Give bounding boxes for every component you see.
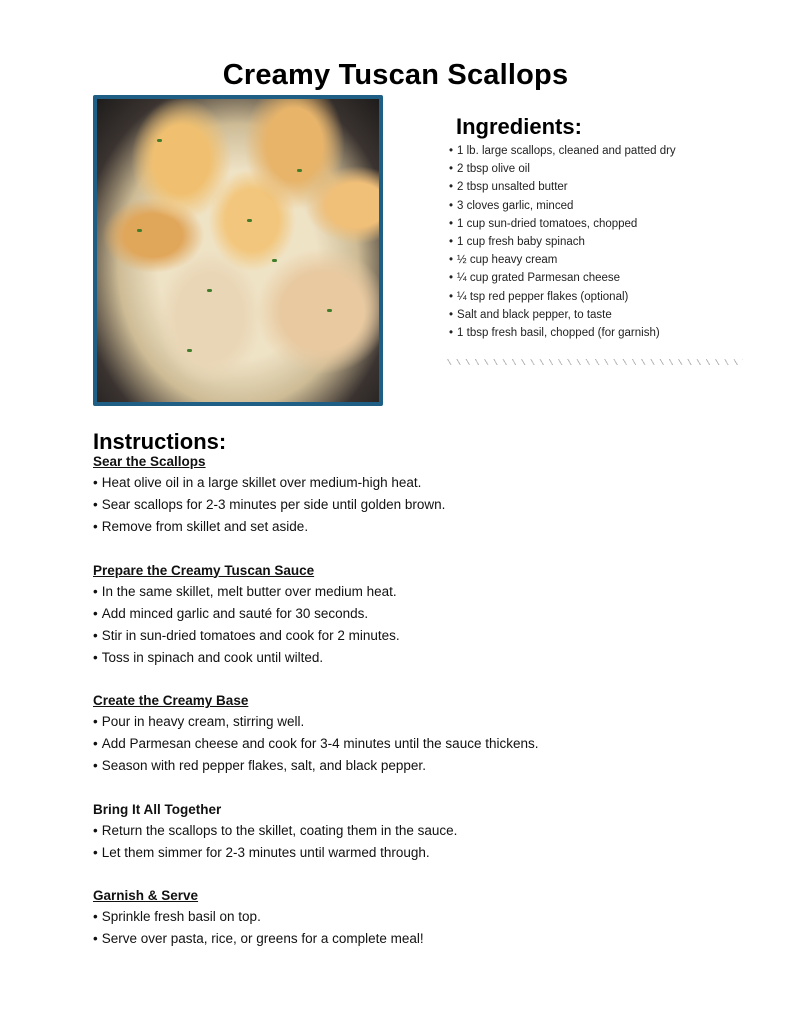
herb-garnish-icon [272, 259, 277, 262]
ingredient-item [449, 306, 676, 324]
instruction-section [93, 886, 753, 950]
instructions-heading: Instructions: [93, 429, 227, 455]
step-item [93, 603, 753, 625]
step-text: Season with red pepper flakes, salt, and black pepper. [101, 758, 426, 773]
ingredients-list [449, 142, 676, 342]
step-item [93, 842, 753, 864]
section-heading: Create the Creamy Base [93, 693, 249, 708]
step-text: In the same skillet, melt butter over medium heat. [101, 583, 397, 599]
step-text: Let them simmer for 2-3 minutes until warmed through. [101, 844, 430, 860]
step-item [93, 581, 753, 603]
step-text: Add minced garlic and sauté for 30 seconds. [101, 605, 369, 621]
step-text: Stir in sun-dried tomatoes and cook for 2 minutes. [101, 627, 400, 643]
section-heading: Garnish & Serve [93, 888, 199, 903]
step-item [93, 647, 753, 669]
ingredient-text: ¼ cup grated Parmesan cheese [457, 272, 621, 285]
step-item [93, 733, 753, 755]
ingredient-text: 1 lb. large scallops, cleaned and patted dry [457, 145, 676, 157]
instruction-section [93, 800, 753, 864]
bullet-icon: • [93, 583, 98, 599]
decorative-divider [447, 359, 743, 365]
bullet-icon: • [93, 931, 98, 946]
step-item [93, 494, 753, 516]
ingredient-item [449, 215, 676, 233]
step-item [93, 711, 753, 733]
ingredient-text: 3 cloves garlic, minced [457, 199, 574, 212]
step-item [93, 906, 753, 928]
bullet-icon: • [93, 497, 98, 512]
instruction-section [93, 691, 753, 777]
step-item [93, 516, 753, 538]
step-item [93, 472, 753, 494]
bullet-icon: • [93, 519, 98, 534]
herb-garnish-icon [207, 289, 212, 292]
bullet-icon: • [449, 181, 454, 194]
bullet-icon: • [93, 844, 98, 860]
ingredient-item [449, 160, 676, 178]
step-list [93, 711, 753, 777]
ingredient-item [449, 251, 676, 269]
herb-garnish-icon [137, 229, 142, 232]
ingredient-text: 2 tbsp olive oil [457, 163, 530, 176]
step-item [93, 820, 753, 842]
step-item [93, 928, 753, 950]
bullet-icon: • [93, 475, 98, 490]
bullet-icon: • [93, 758, 98, 773]
ingredient-item [449, 324, 676, 342]
ingredient-item [449, 178, 676, 196]
ingredient-item [449, 288, 676, 306]
ingredient-text: 1 cup fresh baby spinach [457, 235, 585, 248]
bullet-icon: • [449, 199, 454, 212]
step-text: Sear scallops for 2-3 minutes per side until golden brown. [101, 497, 446, 512]
step-text: Remove from skillet and set aside. [101, 519, 309, 534]
step-text: Pour in heavy cream, stirring well. [101, 714, 305, 729]
step-list [93, 581, 753, 669]
ingredient-text: ¼ tsp red pepper flakes (optional) [457, 290, 629, 303]
instruction-section [93, 452, 753, 538]
step-text: Sprinkle fresh basil on top. [101, 909, 261, 924]
step-item [93, 755, 753, 777]
herb-garnish-icon [297, 169, 302, 172]
ingredient-text: 1 cup sun-dried tomatoes, chopped [457, 217, 638, 230]
bullet-icon: • [449, 235, 454, 248]
step-text: Serve over pasta, rice, or greens for a complete meal! [101, 931, 424, 946]
herb-garnish-icon [187, 349, 192, 352]
ingredients-heading: Ingredients: [456, 114, 582, 140]
step-text: Return the scallops to the skillet, coating them in the sauce. [101, 822, 458, 838]
step-list [93, 906, 753, 950]
ingredient-item [449, 269, 676, 287]
step-list [93, 472, 753, 538]
bullet-icon: • [93, 649, 98, 665]
bullet-icon: • [93, 909, 98, 924]
bullet-icon: • [449, 217, 454, 230]
bullet-icon: • [449, 308, 454, 321]
herb-garnish-icon [157, 139, 162, 142]
bullet-icon: • [449, 254, 454, 267]
step-item [93, 625, 753, 647]
ingredient-item [449, 142, 676, 160]
bullet-icon: • [449, 272, 454, 285]
ingredient-text: Salt and black pepper, to taste [457, 308, 612, 321]
bullet-icon: • [449, 145, 454, 157]
section-heading: Prepare the Creamy Tuscan Sauce [93, 562, 315, 578]
step-text: Toss in spinach and cook until wilted. [101, 649, 324, 665]
recipe-photo [93, 95, 383, 406]
bullet-icon: • [93, 714, 98, 729]
ingredient-text: ½ cup heavy cream [457, 254, 558, 267]
ingredient-item [449, 197, 676, 215]
step-text: Add Parmesan cheese and cook for 3-4 minutes until the sauce thickens. [101, 736, 539, 751]
bullet-icon: • [93, 605, 98, 621]
bullet-icon: • [449, 163, 454, 176]
bullet-icon: • [93, 627, 98, 643]
bullet-icon: • [449, 326, 454, 339]
ingredient-text: 2 tbsp unsalted butter [457, 181, 568, 194]
bullet-icon: • [93, 822, 98, 838]
instruction-section [93, 561, 753, 669]
step-list [93, 820, 753, 864]
step-text: Heat olive oil in a large skillet over medium-high heat. [101, 475, 422, 490]
herb-garnish-icon [327, 309, 332, 312]
recipe-title: Creamy Tuscan Scallops [222, 59, 569, 92]
bullet-icon: • [93, 736, 98, 751]
section-heading: Bring It All Together [93, 801, 222, 817]
instructions-sections [93, 452, 753, 973]
ingredient-item [449, 233, 676, 251]
ingredient-text: 1 tbsp fresh basil, chopped (for garnish) [457, 326, 660, 339]
bullet-icon: • [449, 290, 454, 303]
herb-garnish-icon [247, 219, 252, 222]
section-heading: Sear the Scallops [93, 454, 206, 469]
